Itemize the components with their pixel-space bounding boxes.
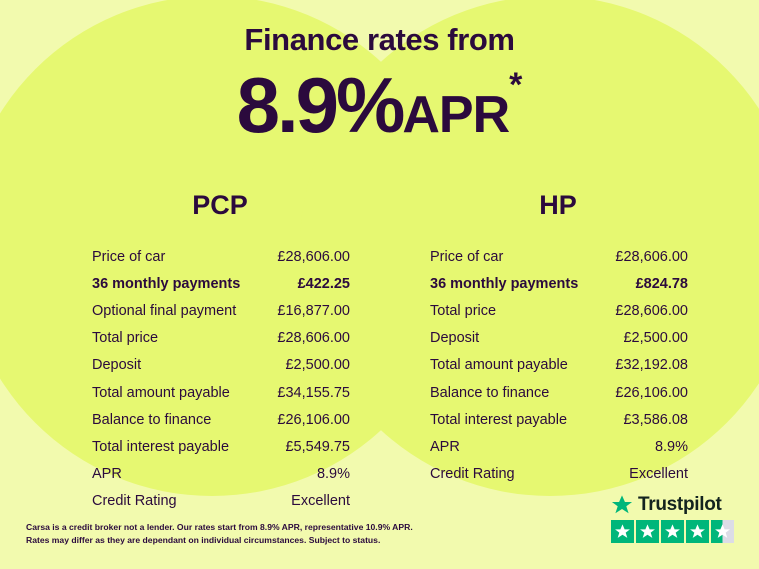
table-row <box>400 461 716 488</box>
rating-star-4 <box>686 520 709 543</box>
panel-hp-title: HP <box>539 190 577 220</box>
row-label: APR <box>92 466 122 483</box>
headline-rate <box>0 60 759 151</box>
panel-hp <box>400 190 716 488</box>
panel-pcp-title: PCP <box>192 190 248 220</box>
row-value: £16,877.00 <box>277 302 350 319</box>
row-value: £34,155.75 <box>277 384 350 401</box>
row-value: £28,606.00 <box>277 330 350 347</box>
row-value: £28,606.00 <box>277 248 350 265</box>
row-label: Total amount payable <box>430 357 568 374</box>
headline-rate-unit: APR <box>402 86 510 144</box>
row-label: Total price <box>92 330 159 347</box>
row-value: £26,106.00 <box>277 411 350 428</box>
headline-rate-asterisk: * <box>509 66 523 104</box>
row-label: Price of car <box>430 248 504 265</box>
row-value: £422.25 <box>297 275 350 292</box>
row-label: APR <box>430 438 460 455</box>
page-title: Finance rates from <box>244 22 515 57</box>
row-value: £28,606.00 <box>615 248 688 265</box>
trustpilot-star-icon <box>611 494 633 516</box>
panel-hp-rows <box>400 243 716 488</box>
row-label: Total interest payable <box>92 438 230 455</box>
rating-star-5-half <box>711 520 734 543</box>
row-label: Balance to finance <box>92 411 212 428</box>
row-label: Total interest payable <box>430 411 568 428</box>
row-value: 8.9% <box>316 466 350 483</box>
row-value: £28,606.00 <box>615 302 688 319</box>
star-half-icon <box>714 523 731 540</box>
row-label: Total amount payable <box>92 384 230 401</box>
table-row <box>62 243 378 270</box>
row-label: 36 monthly payments <box>430 275 579 292</box>
row-value: Excellent <box>629 466 688 483</box>
table-row <box>400 297 716 324</box>
rating-star-3 <box>661 520 684 543</box>
table-row <box>400 379 716 406</box>
panel-pcp <box>62 190 378 515</box>
disclaimer-text: Carsa is a credit broker not a lender. Our rates start from 8.9% APR, representative 10.9% APR. Rates may differ as they are dependant on individual circumstances. Subject to status. <box>26 522 413 546</box>
row-value: £2,500.00 <box>285 357 350 374</box>
table-row <box>62 406 378 433</box>
headline-rate-number: 8.9% <box>236 61 403 149</box>
row-label: Total price <box>430 302 497 319</box>
trustpilot-name: Trustpilot <box>638 494 722 515</box>
table-row <box>400 352 716 379</box>
row-value: 8.9% <box>654 438 688 455</box>
table-row <box>62 270 378 297</box>
trustpilot-widget[interactable] <box>611 494 737 543</box>
row-label: Price of car <box>92 248 166 265</box>
table-row <box>62 379 378 406</box>
row-label: 36 monthly payments <box>92 275 241 292</box>
row-label: Balance to finance <box>430 384 550 401</box>
row-value: Excellent <box>291 493 350 510</box>
star-icon <box>639 523 656 540</box>
star-icon <box>664 523 681 540</box>
rating-star-1 <box>611 520 634 543</box>
table-row <box>400 406 716 433</box>
table-row <box>62 433 378 460</box>
row-value: £32,192.08 <box>615 357 688 374</box>
row-value: £2,500.00 <box>623 330 688 347</box>
star-icon <box>614 523 631 540</box>
row-value: £824.78 <box>635 275 688 292</box>
table-row <box>62 297 378 324</box>
rating-star-2 <box>636 520 659 543</box>
table-row <box>62 488 378 515</box>
panel-pcp-rows <box>62 243 378 515</box>
row-value: £3,586.08 <box>623 411 688 428</box>
table-row <box>62 461 378 488</box>
table-row <box>400 433 716 460</box>
row-label: Deposit <box>430 330 480 347</box>
table-row <box>62 325 378 352</box>
row-label: Credit Rating <box>430 466 515 483</box>
row-label: Credit Rating <box>92 493 177 510</box>
row-value: £26,106.00 <box>615 384 688 401</box>
star-icon <box>689 523 706 540</box>
table-row <box>400 325 716 352</box>
row-value: £5,549.75 <box>285 438 350 455</box>
row-label: Optional final payment <box>92 302 237 319</box>
row-label: Deposit <box>92 357 142 374</box>
trustpilot-rating <box>611 520 737 543</box>
trustpilot-logo <box>611 494 737 516</box>
table-row <box>62 352 378 379</box>
table-row <box>400 270 716 297</box>
table-row <box>400 243 716 270</box>
